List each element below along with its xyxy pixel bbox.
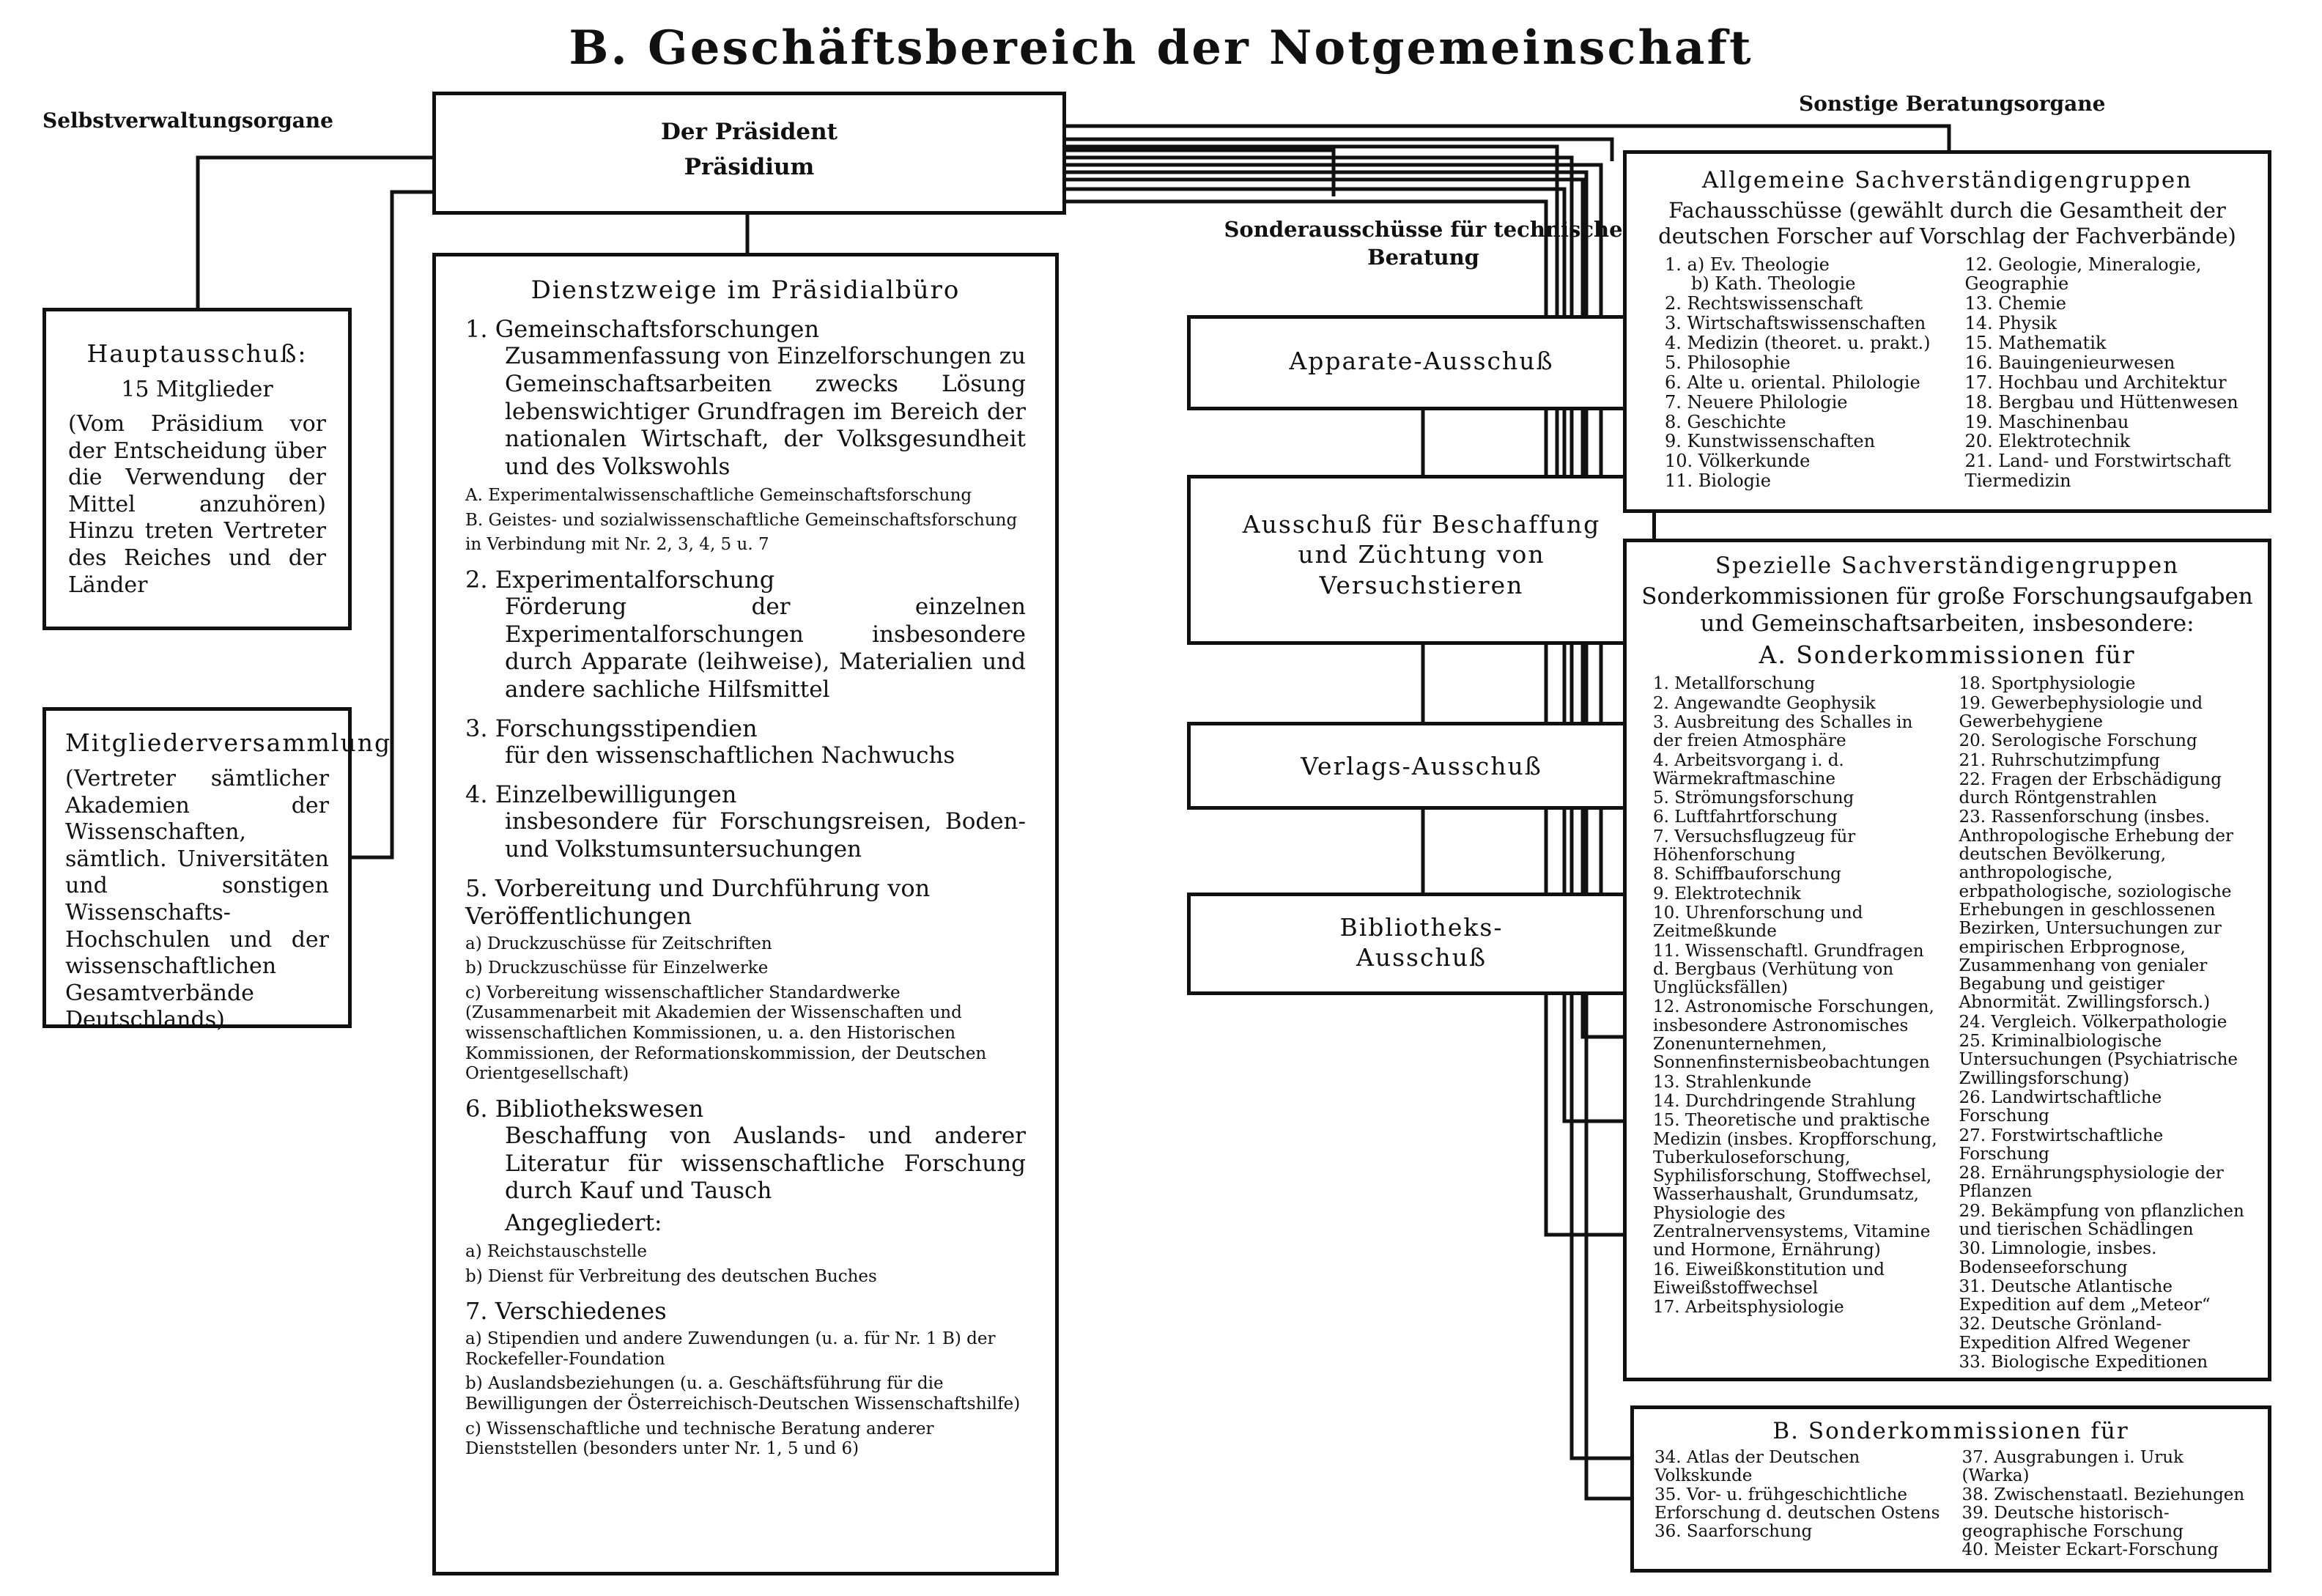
list-item: 22. Fragen der Erbschädigung durch Röntgenstrahlen	[1959, 769, 2222, 808]
b-kommissionen-title: B. Sonderkommissionen für	[1772, 1418, 2129, 1444]
list-item: 7. Neuere Philologie	[1665, 391, 1848, 413]
section-item: a) Reichstauschstelle	[465, 1241, 648, 1261]
section-body: Förderung der einzelnen Experimentalforschungen insbesondere durch Apparate (leihweise), Materialien und andere sachliche Hilfsmittel	[505, 593, 1026, 703]
allgemeine-title: Allgemeine Sachverständigengruppen	[1701, 167, 2193, 193]
list-item: 5. Strömungsforschung	[1653, 788, 1855, 808]
list-item: 8. Schiffbauforschung	[1653, 865, 1841, 884]
section-body: Beschaffung von Auslands- und anderer Literatur für wissenschaftliche Forschung durch Kauf und Tausch	[505, 1122, 1026, 1205]
list-item: 32. Deutsche Grönland-Expedition Alfred Wegener	[1959, 1315, 2190, 1353]
list-item: 10. Völkerkunde	[1665, 451, 1811, 472]
list-item: 26. Landwirtschaftliche Forschung	[1959, 1087, 2162, 1126]
list-item: 11. Wissenschaftl. Grundfragen d. Bergbaus (Verhütung von Unglücksfällen)	[1653, 941, 1924, 998]
list-item: 12. Astronomische Forschungen, insbesondere Astronomisches Zonenunternehmen, Sonnenfinsternisbeobachtungen	[1653, 997, 1934, 1073]
list-item: 31. Deutsche Atlantische Expedition auf dem „Meteor“	[1959, 1277, 2211, 1315]
list-item: 19. Maschinenbau	[1964, 411, 2129, 432]
list-item: 15. Theoretische und praktische Medizin (insbes. Kropfforschung, Tuberkuloseforschung, Syphilisforschung, Stoffwechsel, Wasserhaushalt, Grundumsatz, Physiologie des Zentralnervensystems, Vitamine und Hormone, Ernährung)	[1653, 1111, 1937, 1260]
dienst-section	[465, 1297, 1026, 1460]
list-item: 8. Geschichte	[1665, 411, 1786, 432]
list-item: 16. Eiweißkonstitution und Eiweißstoffwechsel	[1653, 1260, 1885, 1298]
list-item: 7. Versuchsflugzeug für Höhenforschung	[1653, 827, 1856, 865]
list-item: 39. Deutsche historisch-geographische Forschung	[1962, 1503, 2184, 1542]
section-head: 4. Einzelbewilligungen	[465, 780, 737, 808]
list-item: 34. Atlas der Deutschen Volkskunde	[1654, 1448, 1860, 1486]
list-item: 3. Wirtschaftswissenschaften	[1665, 313, 1926, 334]
list-item: 12. Geologie, Mineralogie, Geographie	[1964, 254, 2202, 295]
list-item: 1. Metallforschung	[1653, 674, 1816, 694]
list-item: 21. Land- und Forstwirtschaft Tiermedizin	[1964, 451, 2231, 492]
list-item: 4. Medizin (theoret. u. prakt.)	[1665, 333, 1931, 354]
section-extra: Angegliedert:	[505, 1210, 662, 1237]
section-item: in Verbindung mit Nr. 2, 3, 4, 5 u. 7	[465, 535, 769, 555]
section-body: Zusammenfassung von Einzelforschungen zu Gemeinschaftsarbeiten zwecks Lösung lebenswichtiger Grundfragen im Bereich der nationalen Wirtschaft, der Volksgesundheit und des Volkswohls	[505, 343, 1026, 481]
list-item: 17. Hochbau und Architektur	[1964, 372, 2227, 393]
section-item: a) Druckzuschüsse für Zeitschriften	[465, 934, 772, 953]
page-title: B. Geschäftsbereich der Notgemeinschaft	[569, 21, 1753, 75]
hauptausschuss-box	[42, 308, 352, 630]
dienst-section	[465, 780, 1026, 864]
section-body: insbesondere für Forschungsreisen, Boden- und Volkstumsuntersuchungen	[505, 808, 1026, 862]
list-item: 23. Rassenforschung (insbes. Anthropologische Erhebung der deutschen Bevölkerung, anthropologische, erbpathologische, soziologische Erhebungen in geschlossenen Bezirken, Untersuchungen zur empirischen Erbprognose, Zusammenhang von genialer Begabung und geistiger Abnormität. Zwillingsforsch.)	[1959, 808, 2234, 1013]
section-item: b) Druckzuschüsse für Einzelwerke	[465, 958, 769, 978]
section-body: für den wissenschaftlichen Nachwuchs	[505, 742, 955, 769]
list-item: 11. Biologie	[1665, 470, 1771, 492]
list-item: 10. Uhrenforschung und Zeitmeßkunde	[1653, 903, 1863, 942]
section-item: B. Geistes- und sozialwissenschaftliche Gemeinschaftsforschung	[465, 510, 1018, 530]
list-item: 19. Gewerbephysiologie und Gewerbehygiene	[1959, 693, 2203, 731]
president-box	[432, 92, 1066, 215]
mitgliederversammlung-title: Mitgliederversammlung	[65, 728, 392, 757]
dienst-section	[465, 566, 1026, 704]
list-item: 13. Strahlenkunde	[1653, 1072, 1812, 1092]
section-item: A. Experimentalwissenschaftliche Gemeinschaftsforschung	[465, 486, 972, 506]
list-item: 9. Kunstwissenschaften	[1665, 431, 1876, 452]
list-item: 36. Saarforschung	[1654, 1522, 1813, 1542]
section-head: 5. Vorbereitung und Durchführung von Veröffentlichungen	[465, 873, 931, 930]
list-item: 5. Philosophie	[1665, 352, 1791, 373]
list-item: 28. Ernährungsphysiologie der Pflanzen	[1959, 1164, 2224, 1202]
spezielle-title: Spezielle Sachverständigengruppen	[1715, 553, 2180, 579]
list-item: 18. Sportphysiologie	[1959, 674, 2136, 694]
allgemeine-box	[1623, 150, 2271, 513]
left-heading: Selbstverwaltungsorgane	[42, 108, 333, 133]
list-item: 18. Bergbau und Hüttenwesen	[1964, 391, 2238, 413]
allgemeine-subtitle: Fachausschüsse (gewählt durch die Gesamtheit der deutschen Forscher auf Vorschlag der Fachverbände)	[1658, 198, 2236, 248]
list-item: 33. Biologische Expeditionen	[1959, 1353, 2208, 1373]
list-item: 24. Vergleich. Völkerpathologie	[1959, 1012, 2227, 1032]
list-item: 1. a) Ev. Theologie	[1665, 254, 1830, 275]
president-label: Der Präsident	[661, 119, 838, 145]
section-item: b) Dienst für Verbreitung des deutschen Buches	[465, 1266, 877, 1286]
list-item: 6. Luftfahrtforschung	[1653, 808, 1838, 827]
list-item: 17. Arbeitsphysiologie	[1653, 1298, 1844, 1318]
list-item: 2. Rechtswissenschaft	[1665, 293, 1863, 314]
list-item: 37. Ausgrabungen i. Uruk (Warka)	[1962, 1448, 2184, 1486]
mitgliederversammlung-text: (Vertreter sämtlicher Akademien der Wissenschaften, sämtlich. Universitäten und sonstigen Wissenschafts-Hochschulen und der wissenschaftlichen Gesamtverbände Deutschlands)	[65, 766, 329, 1033]
list-item: 16. Bauingenieurwesen	[1964, 352, 2175, 373]
dienst-section	[465, 874, 1026, 1085]
list-item: 25. Kriminalbiologische Untersuchungen (Psychiatrische Zwillingsforschung)	[1959, 1032, 2238, 1088]
section-head: 2. Experimentalforschung	[465, 565, 775, 594]
spezielle-subtitle: Sonderkommissionen für große Forschungsaufgaben und Gemeinschaftsarbeiten, insbesondere:	[1641, 583, 2253, 638]
list-item: b) Kath. Theologie	[1691, 273, 1856, 295]
section-head: 7. Verschiedenes	[465, 1297, 667, 1326]
dienst-section	[465, 714, 1026, 770]
list-item: 29. Bekämpfung von pflanzlichen und tierischen Schädlingen	[1959, 1201, 2244, 1239]
list-item: 4. Arbeitsvorgang i. d. Wärmekraftmaschine	[1653, 750, 1844, 788]
hauptausschuss-title: Hauptausschuß:	[86, 339, 308, 368]
list-item: 14. Physik	[1964, 313, 2057, 334]
section-item: b) Auslandsbeziehungen (u. a. Geschäftsführung für die Bewilligungen der Österreichisch-Deutschen Wissenschaftshilfe)	[465, 1374, 1021, 1414]
list-item: 14. Durchdringende Strahlung	[1653, 1091, 1916, 1111]
spezielle-a-title: A. Sonderkommissionen für	[1759, 640, 2136, 670]
list-item: 30. Limnologie, insbes. Bodenseeforschung	[1959, 1239, 2157, 1277]
dienstzweige-title: Dienstzweige im Präsidialbüro	[530, 276, 961, 305]
presidium-label: Präsidium	[684, 154, 815, 180]
list-item: 21. Ruhrschutzimpfung	[1959, 750, 2160, 770]
list-item: 38. Zwischenstaatl. Beziehungen	[1962, 1485, 2245, 1504]
list-item: 20. Elektrotechnik	[1964, 431, 2131, 452]
verlags-ausschuss-box: Verlags-Ausschuß	[1187, 722, 1656, 810]
list-item: 35. Vor- u. frühgeschichtliche Erforschung d. deutschen Ostens	[1654, 1485, 1940, 1523]
b-kommissionen-box	[1630, 1405, 2271, 1573]
section-head: 6. Bibliothekswesen	[465, 1094, 704, 1123]
section-item: c) Wissenschaftliche und technische Beratung anderer Dienststellen (besonders unter Nr. 1, 5 und 6)	[465, 1419, 934, 1459]
section-item: c) Vorbereitung wissenschaftlicher Standardwerke (Zusammenarbeit mit Akademien der Wissenschaften und wissenschaftlichen Kommissionen, u. a. den Historischen Kommissionen, der Reformationskommission, der Deutschen Orientgesellschaft)	[465, 983, 987, 1084]
spezielle-box	[1623, 539, 2271, 1381]
apparate-ausschuss-box: Apparate-Ausschuß	[1187, 315, 1656, 410]
dienstzweige-box	[432, 253, 1059, 1575]
mitgliederversammlung-box	[42, 707, 392, 1033]
hauptausschuss-text: (Vom Präsidium vor der Entscheidung über die Verwendung der Mittel anzuhören) Hinzu treten Vertreter des Reiches und der Länder	[68, 411, 326, 598]
hauptausschuss-count: 15 Mitglieder	[121, 377, 273, 402]
dienst-section	[465, 1095, 1026, 1287]
list-item: 20. Serologische Forschung	[1959, 731, 2197, 751]
list-item: 6. Alte u. oriental. Philologie	[1665, 372, 1920, 393]
sonderausschuesse-title: Sonderausschüsse für technische Beratung	[1224, 217, 1623, 270]
list-item: 2. Angewandte Geophysik	[1653, 693, 1876, 713]
section-item: a) Stipendien und andere Zuwendungen (u. a. für Nr. 1 B) der Rockefeller-Foundation	[465, 1329, 996, 1369]
list-item: 3. Ausbreitung des Schalles in der freien Atmosphäre	[1653, 712, 1913, 751]
list-item: 40. Meister Eckart-Forschung	[1962, 1540, 2219, 1560]
list-item: 27. Forstwirtschaftliche Forschung	[1959, 1126, 2164, 1164]
bibliotheks-ausschuss-box: Bibliotheks-Ausschuß	[1187, 893, 1656, 995]
dienst-section	[465, 315, 1026, 555]
list-item: 15. Mathematik	[1964, 333, 2107, 354]
section-head: 3. Forschungsstipendien	[465, 714, 758, 743]
list-item: 13. Chemie	[1964, 293, 2066, 314]
versuchstiere-ausschuss-box: Ausschuß für Beschaffung und Züchtung von Versuchstieren	[1187, 475, 1656, 645]
list-item: 9. Elektrotechnik	[1653, 884, 1801, 904]
section-head: 1. Gemeinschaftsforschungen	[465, 315, 820, 343]
right-heading: Sonstige Beratungsorgane	[1799, 92, 2106, 116]
